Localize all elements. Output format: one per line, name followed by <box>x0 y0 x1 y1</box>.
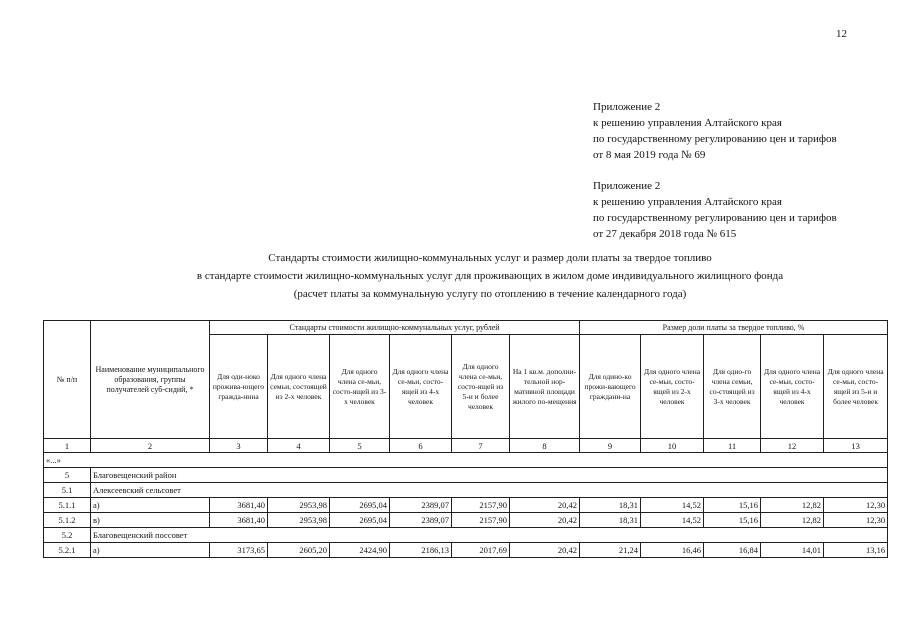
value-cell: 14,52 <box>641 498 704 513</box>
value-cell: 15,16 <box>704 513 761 528</box>
ellipsis-row: «...» <box>44 453 888 468</box>
row-name-cell: а) <box>91 543 210 558</box>
value-cell: 14,01 <box>761 543 824 558</box>
value-cell: 2186,13 <box>390 543 452 558</box>
value-cell: 16,84 <box>704 543 761 558</box>
appendix-line: от 27 декабря 2018 года № 615 <box>593 228 737 240</box>
value-cell: 18,31 <box>580 498 641 513</box>
row-name-cell: в) <box>91 513 210 528</box>
header-column-3: Для оди-ноко прожива-ющего гражда-нина <box>210 335 268 439</box>
value-cell: 2424,90 <box>330 543 390 558</box>
table-section-row <box>44 483 888 498</box>
value-cell: 2605,20 <box>268 543 330 558</box>
value-cell: 2017,69 <box>452 543 510 558</box>
table-section-row <box>44 528 888 543</box>
table-row <box>44 513 888 528</box>
header-group-fuel-share: Размер доли платы за твердое топливо, % <box>580 321 888 335</box>
value-cell: 3681,40 <box>210 513 268 528</box>
row-number-cell: 5.1.1 <box>44 498 91 513</box>
appendix-line: Приложение 2 <box>593 180 661 192</box>
appendix-line: по государственному регулированию цен и тарифов <box>593 133 837 145</box>
value-cell: 12,30 <box>824 498 888 513</box>
table-section-row <box>44 468 888 483</box>
column-number-cell: 13 <box>824 439 888 453</box>
value-cell: 2157,90 <box>452 498 510 513</box>
header-column-9: Для одино-ко прожи-вающего граждани-на <box>580 335 641 439</box>
header-column-7: Для одного члена се-мьи, состо-ящей из 5-и и более человек <box>452 335 510 439</box>
value-cell: 2389,07 <box>390 513 452 528</box>
value-cell: 12,82 <box>761 498 824 513</box>
value-cell: 14,52 <box>641 513 704 528</box>
header-group-standards: Стандарты стоимости жилищно-коммунальных услуг, рублей <box>210 321 580 335</box>
header-column-8: На 1 кв.м. дополни-тельной нор-мативной площади жилого по-мещения <box>510 335 580 439</box>
row-number-cell: 5.1 <box>44 483 91 498</box>
row-name-cell: Алексеевский сельсовет <box>91 483 888 498</box>
table-row <box>44 498 888 513</box>
column-number-cell: 8 <box>510 439 580 453</box>
value-cell: 2389,07 <box>390 498 452 513</box>
header-column-13: Для одного члена се-мьи, состо-ящей из 5-и и более человек <box>824 335 888 439</box>
value-cell: 18,31 <box>580 513 641 528</box>
document-title <box>70 249 905 303</box>
appendix-header-previous <box>593 178 837 242</box>
header-column-11: Для одно-го члена семьи, со-стоящей из 3-х человек <box>704 335 761 439</box>
title-line: в стандарте стоимости жилищно-коммунальных услуг для проживающих в жилом доме индивидуального жилищного фонда <box>196 270 784 282</box>
header-column-5: Для одного члена се-мьи, состо-ящей из 3-х человек <box>330 335 390 439</box>
row-number-cell: 5.1.2 <box>44 513 91 528</box>
appendix-line: по государственному регулированию цен и тарифов <box>593 212 837 224</box>
value-cell: 20,42 <box>510 513 580 528</box>
value-cell: 2695,04 <box>330 513 390 528</box>
appendix-line: Приложение 2 <box>593 101 661 113</box>
column-number-cell: 6 <box>390 439 452 453</box>
appendix-line: от 8 мая 2019 года № 69 <box>593 149 706 161</box>
header-column-10: Для одного члена се-мьи, состо-ящей из 2-х человек <box>641 335 704 439</box>
header-column-12: Для одного члена се-мьи, состо-ящей из 4-х человек <box>761 335 824 439</box>
row-number-cell: 5.2 <box>44 528 91 543</box>
header-column-6: Для одного члена се-мьи, состо-ящей из 4-х человек <box>390 335 452 439</box>
row-number-cell: 5.2.1 <box>44 543 91 558</box>
value-cell: 16,46 <box>641 543 704 558</box>
appendix-line: к решению управления Алтайского края <box>593 196 782 208</box>
row-name-cell: Благовещенский район <box>91 468 888 483</box>
value-cell: 20,42 <box>510 498 580 513</box>
value-cell: 12,30 <box>824 513 888 528</box>
appendix-header-current <box>593 99 837 163</box>
value-cell: 2157,90 <box>452 513 510 528</box>
value-cell: 2695,04 <box>330 498 390 513</box>
value-cell: 13,16 <box>824 543 888 558</box>
title-line: (расчет платы за коммунальную услугу по отоплению в течение календарного года) <box>293 288 687 300</box>
appendix-line: к решению управления Алтайского края <box>593 117 782 129</box>
column-number-cell: 1 <box>44 439 91 453</box>
standards-table <box>43 320 888 558</box>
column-number-cell: 2 <box>91 439 210 453</box>
value-cell: 21,24 <box>580 543 641 558</box>
value-cell: 20,42 <box>510 543 580 558</box>
row-name-cell: а) <box>91 498 210 513</box>
value-cell: 2953,98 <box>268 498 330 513</box>
row-name-cell: Благовещенский поссовет <box>91 528 888 543</box>
header-column-4: Для одного члена семьи, состоящей из 2-х человек <box>268 335 330 439</box>
column-number-cell: 7 <box>452 439 510 453</box>
header-row-number: № п/п <box>44 321 91 439</box>
column-number-cell: 3 <box>210 439 268 453</box>
column-number-cell: 12 <box>761 439 824 453</box>
header-municipality-name: Наименование муниципального образования, группы получателей суб-сидий, * <box>91 321 210 439</box>
value-cell: 12,82 <box>761 513 824 528</box>
value-cell: 15,16 <box>704 498 761 513</box>
table-row <box>44 543 888 558</box>
value-cell: 3681,40 <box>210 498 268 513</box>
column-number-cell: 10 <box>641 439 704 453</box>
column-number-cell: 5 <box>330 439 390 453</box>
column-number-cell: 4 <box>268 439 330 453</box>
column-number-cell: 11 <box>704 439 761 453</box>
value-cell: 3173,65 <box>210 543 268 558</box>
page-number: 12 <box>836 28 847 40</box>
value-cell: 2953,98 <box>268 513 330 528</box>
row-number-cell: 5 <box>44 468 91 483</box>
column-number-cell: 9 <box>580 439 641 453</box>
title-line: Стандарты стоимости жилищно-коммунальных услуг и размер доли платы за твердое топливо <box>268 252 712 264</box>
